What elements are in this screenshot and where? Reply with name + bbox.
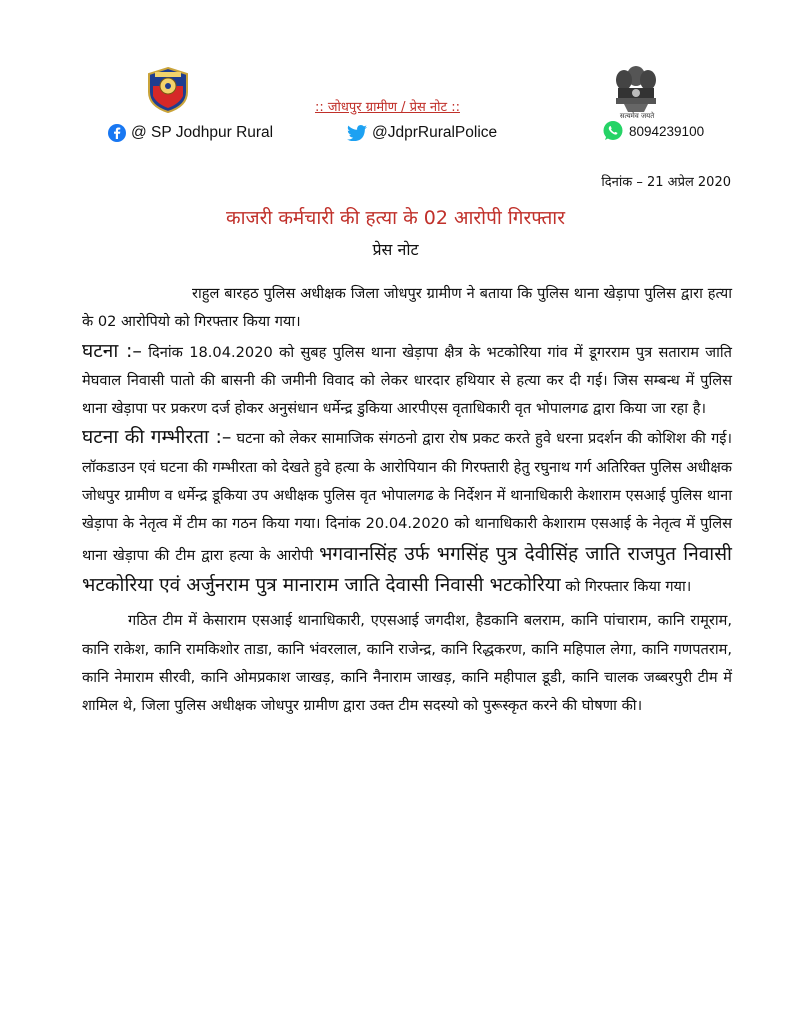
- office-title: [315, 97, 460, 115]
- emblem-motto: सत्यमेव जयते: [619, 112, 655, 120]
- rajasthan-police-logo-icon: [145, 66, 191, 114]
- severity-paragraph: [82, 423, 732, 601]
- whatsapp-number[interactable]: [602, 120, 704, 142]
- office-title-text: :: जोधपुर ग्रामीण / प्रेस नोट ::: [315, 100, 460, 115]
- team-paragraph: गठित टीम में केसाराम एसआई थानाधिकारी, एएसआई जगदीश, हैडकानि बलराम, कानि पांचाराम, कानि रामूराम, कानि राकेश, कानि रामकिशोर ताडा, कानि भंवरलाल, कानि राजेन्द्र, कानि रिद्धकरण, कानि महिपाल लेगा, कानि गणपतराम, कानि नेमाराम सीरवी, कानि ओमप्रकाश जाखड़, कानि नैनाराम जाखड़, कानि महीपाल डूडी, कानि चालक जब्बरपुरी टीम में शामिल थे, जिला पुलिस अधीक्षक जोधपुर ग्रामीण द्वारा उक्त टीम सदस्यो को पुरूस्कृत करने की घोषणा की।: [82, 612, 732, 715]
- severity-tail: को गिरफ्तार किया गया।: [560, 577, 692, 595]
- twitter-icon: [347, 125, 367, 141]
- incident-label: घटना :–: [82, 339, 142, 362]
- whatsapp-icon: [602, 120, 624, 142]
- press-note-body: [82, 280, 732, 720]
- facebook-icon: [108, 124, 126, 142]
- subheading: प्रेस नोट: [372, 240, 419, 259]
- incident-text: दिनांक 18.04.2020 को सुबह पुलिस थाना खेड़ापा क्षैत्र के भटकोरिया गांव में डूगरराम पुत्र सताराम जाति मेघवाल निवासी पातो की बासनी की जमीनी विवाद को लेकर धारदार हथियार से हत्या कर दी गई। जिस सम्बन्ध में पुलिस थाना खेड़ापा पर प्रकरण दर्ज होकर अनुसंधान धर्मेन्द्र डुकिया आरपीएस वृताधिकारी वृत भोपालगढ द्वारा किया जा रहा है।: [82, 343, 732, 418]
- severity-text: घटना को लेकर सामाजिक संगठनो द्वारा रोष प्रकट करते हुवे धरना प्रदर्शन की कोशिश की गई। लॉकडाउन एवं घटना की गम्भीरता को देखते हुवे हत्या के आरोपियान की गिरफ्तारी हेतु रघुनाथ गर्ग अतिरिक्त पुलिस अधीक्षक जोधपुर ग्रामीण व धर्मेन्द्र डूकिया उप अधीक्षक पुलिस वृत भोपालगढ के निर्देशन में थानाधिकारी केशाराम एसआई पुलिस थाना खेड़ापा के नेतृत्व में टीम का गठन किया गया। दिनांक 20.04.2020 को थानाधिकारी केशाराम एसआई के नेतृत्व में पुलिस थाना खेड़ापा की टीम द्वारा हत्या के आरोपी: [82, 430, 732, 564]
- severity-label: घटना की गम्भीरता :–: [82, 426, 232, 449]
- ashoka-emblem-icon: [610, 62, 662, 118]
- facebook-handle-text: @ SP Jodhpur Rural: [131, 124, 274, 141]
- twitter-handle[interactable]: [347, 124, 497, 142]
- accused-names: भगवानसिंह उर्फ भगसिंह पुत्र देवीसिंह जाति राजपुत निवासी भटकोरिया एवं अर्जुनराम पुत्र मानाराम जाति देवासी निवासी भटकोरिया: [82, 542, 732, 596]
- twitter-handle-text: @JdprRuralPolice: [372, 124, 498, 141]
- headline: काजरी कर्मचारी की हत्या के 02 आरोपी गिरफ्तार: [225, 207, 565, 229]
- press-note-date: दिनांक – 21 अप्रेल 2020: [601, 175, 731, 190]
- intro-paragraph: राहुल बारहठ पुलिस अधीक्षक जिला जोधपुर ग्रामीण ने बताया कि पुलिस थाना खेड़ापा पुलिस द्वारा हत्या के 02 आरोपियो को गिरफ्तार किया गया।: [82, 285, 732, 331]
- whatsapp-number-text: 8094239100: [629, 123, 705, 139]
- incident-paragraph: [82, 337, 732, 424]
- facebook-handle[interactable]: [108, 124, 273, 142]
